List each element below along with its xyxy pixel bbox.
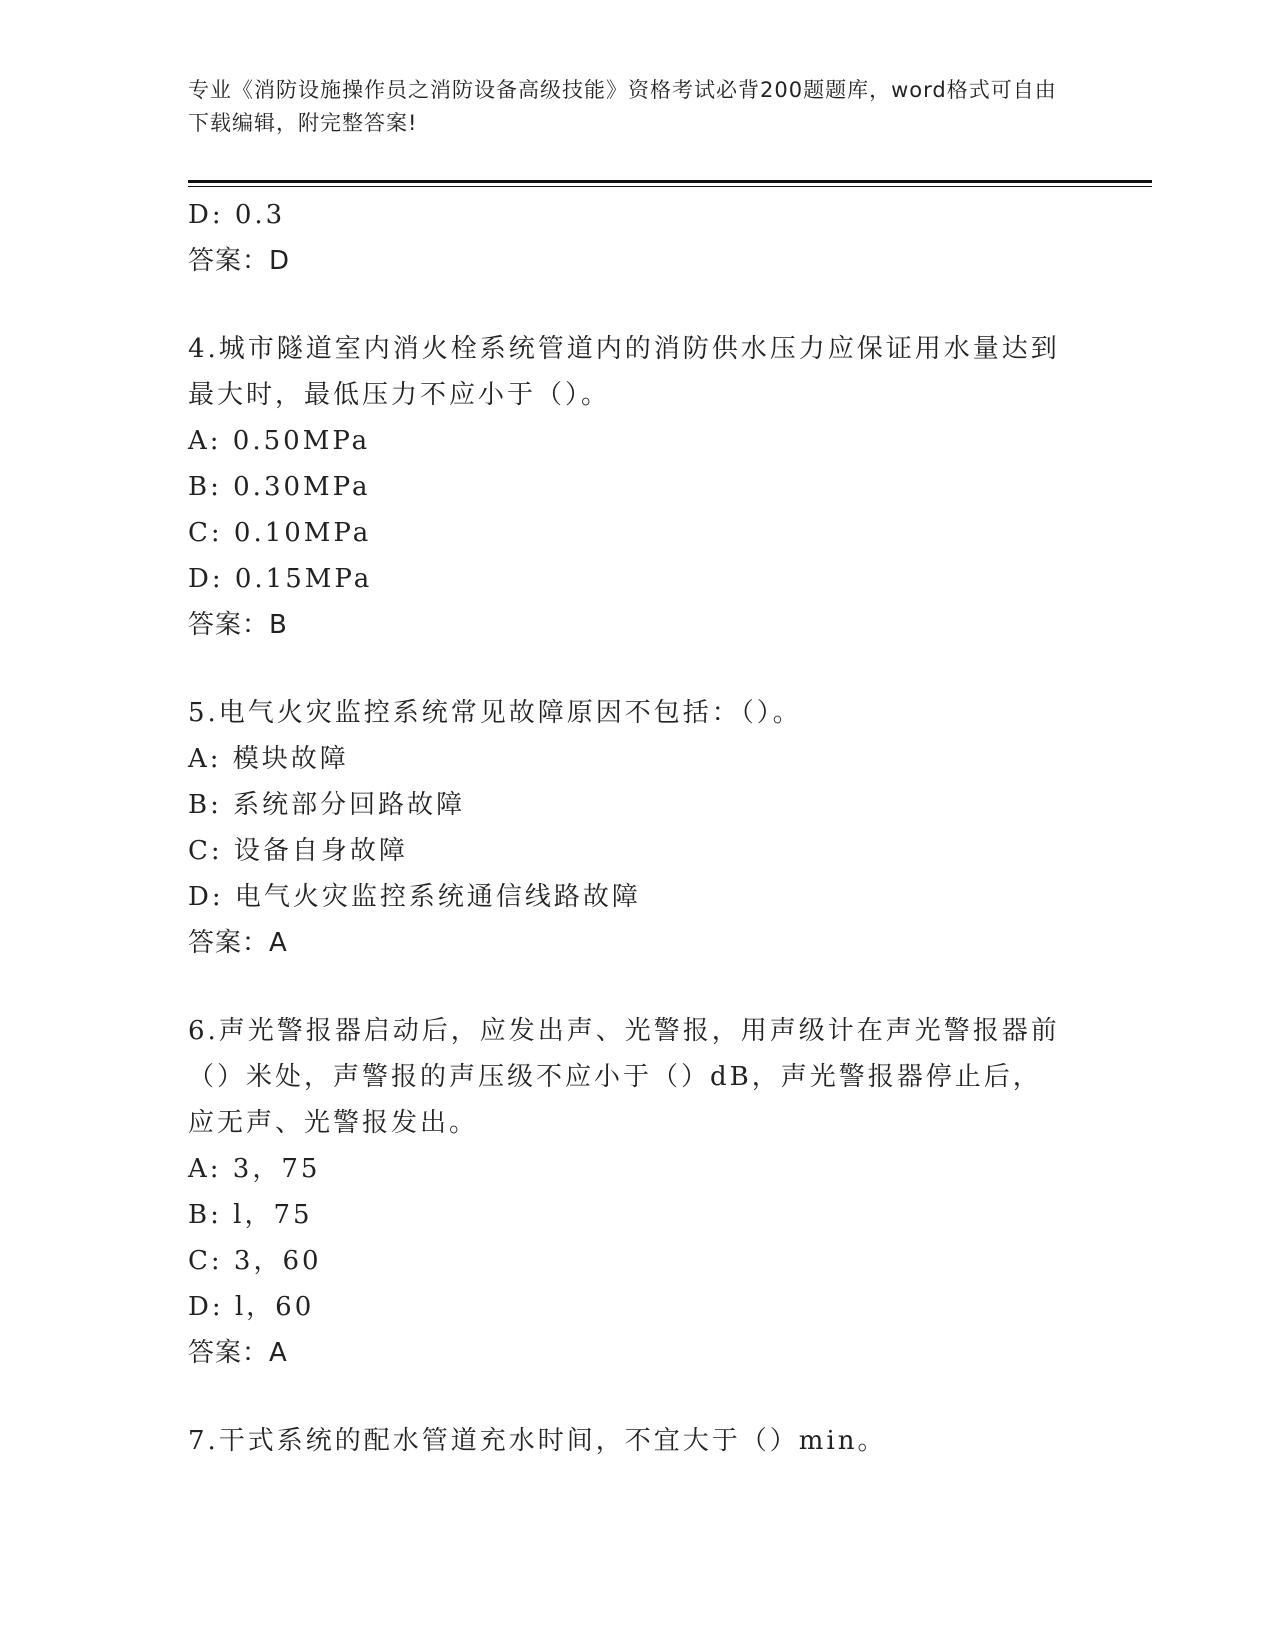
question-4	[188, 326, 1068, 648]
option-c: C: 3，60	[188, 1246, 322, 1276]
option-d: D: 0.15MPa	[188, 564, 373, 594]
option-a: A: 0.50MPa	[188, 426, 371, 456]
question-5	[188, 690, 1068, 966]
prev-option-d: D: 0.3	[188, 200, 286, 230]
question-text: 7.干式系统的配水管道充水时间，不宜大于（）min。	[188, 1426, 887, 1456]
prev-answer: 答案：D	[188, 246, 291, 276]
question-text: 6.声光警报器启动后，应发出声、光警报，用声级计在声光警报器前（）米处，声警报的声压级不应小于（）dB，声光警报器停止后，应无声、光警报发出。	[188, 1016, 1060, 1138]
question-list	[188, 192, 1068, 1464]
option-b: B: 0.30MPa	[188, 472, 371, 502]
question-text: 4.城市隧道室内消火栓系统管道内的消防供水压力应保证用水量达到最大时，最低压力不应小于（）。	[188, 334, 1060, 410]
header-rule-thin	[188, 186, 1152, 187]
answer: 答案：A	[188, 1338, 288, 1368]
option-a: A: 3，75	[188, 1154, 321, 1184]
page-header: 专业《消防设施操作员之消防设备高级技能》资格考试必背200题题库，word格式可自由下载编辑，附完整答案!	[188, 78, 1057, 135]
header-rule-thick	[188, 180, 1152, 183]
option-b: B: l，75	[188, 1200, 313, 1230]
option-c: C: 0.10MPa	[188, 518, 372, 548]
answer: 答案：B	[188, 610, 288, 640]
option-a: A: 模块故障	[188, 744, 349, 774]
question-text: 5.电气火灾监控系统常见故障原因不包括：（）。	[188, 698, 802, 728]
question-7	[188, 1418, 1068, 1464]
option-b: B: 系统部分回路故障	[188, 790, 466, 820]
option-c: C: 设备自身故障	[188, 836, 408, 866]
option-d: D: 电气火灾监控系统通信线路故障	[188, 882, 641, 912]
question-6	[188, 1008, 1068, 1376]
answer: 答案：A	[188, 928, 288, 958]
option-d: D: l，60	[188, 1292, 315, 1322]
